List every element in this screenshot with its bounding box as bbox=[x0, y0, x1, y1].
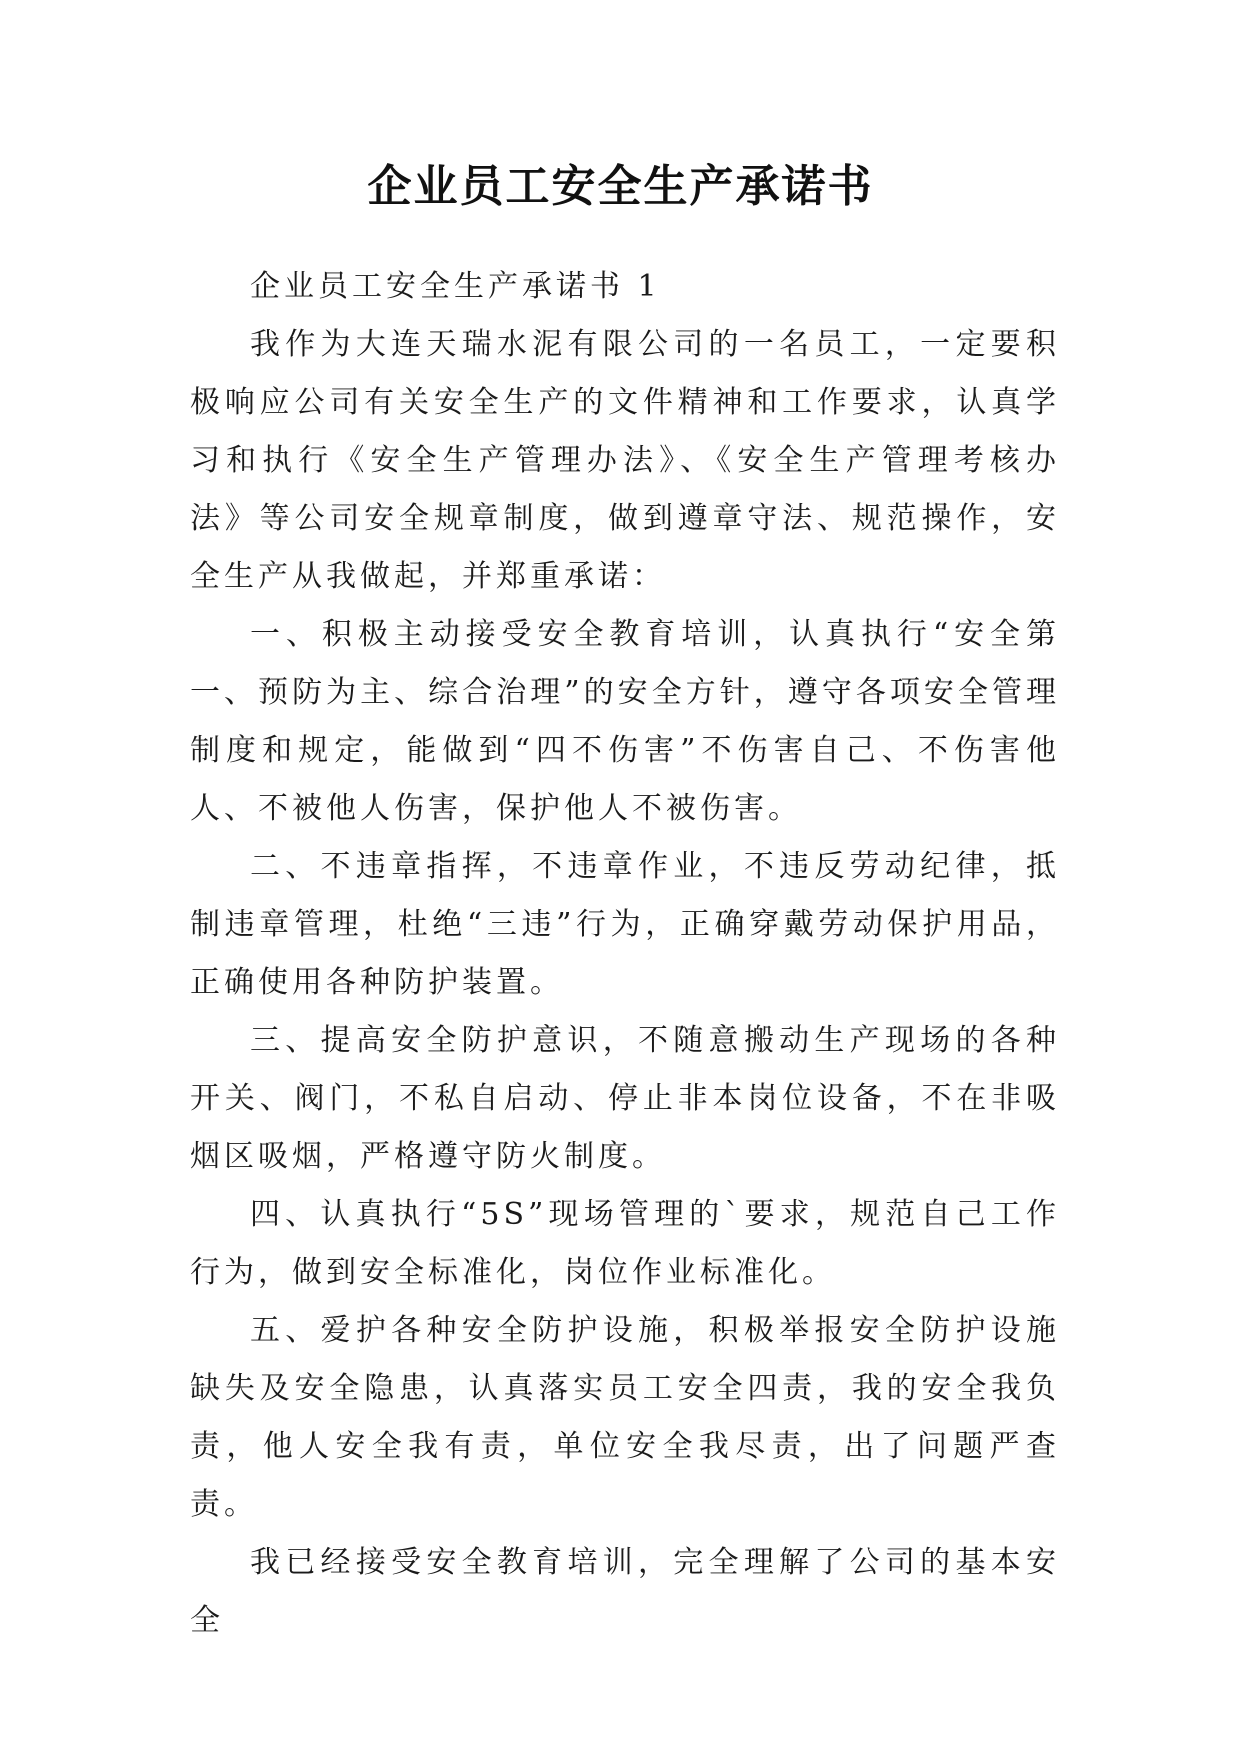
document-body bbox=[190, 258, 1060, 1650]
document-title: 企业员工安全生产承诺书 bbox=[367, 161, 874, 212]
paragraph-item-2: 二、不违章指挥，不违章作业，不违反劳动纪律，抵制违章管理，杜绝“三违”行为，正确穿戴劳动保护用品，正确使用各种防护装置。 bbox=[190, 849, 1060, 1000]
paragraph-intro: 我作为大连天瑞水泥有限公司的一名员工，一定要积极响应公司有关安全生产的文件精神和工作要求，认真学习和执行《安全生产管理办法》、《安全生产管理考核办法》等公司安全规章制度，做到遵章守法、规范操作，安全生产从我做起，并郑重承诺： bbox=[190, 327, 1060, 594]
paragraph-item-1: 一、积极主动接受安全教育培训，认真执行“安全第一、预防为主、综合治理”的安全方针，遵守各项安全管理制度和规定，能做到“四不伤害”不伤害自己、不伤害他人、不被他人伤害，保护他人不被伤害。 bbox=[190, 617, 1060, 826]
paragraph-item-4: 四、认真执行“5S”现场管理的`要求，规范自己工作行为，做到安全标准化，岗位作业标准化。 bbox=[190, 1197, 1060, 1290]
paragraph-heading: 企业员工安全生产承诺书 1 bbox=[250, 269, 661, 304]
paragraph-closing: 我已经接受安全教育培训，完全理解了公司的基本安全 bbox=[190, 1545, 1060, 1638]
paragraph-item-3: 三、提高安全防护意识，不随意搬动生产现场的各种开关、阀门，不私自启动、停止非本岗位设备，不在非吸烟区吸烟，严格遵守防火制度。 bbox=[190, 1023, 1060, 1174]
paragraph-item-5: 五、爱护各种安全防护设施，积极举报安全防护设施缺失及安全隐患，认真落实员工安全四责，我的安全我负责，他人安全我有责，单位安全我尽责，出了问题严查责。 bbox=[190, 1313, 1060, 1522]
